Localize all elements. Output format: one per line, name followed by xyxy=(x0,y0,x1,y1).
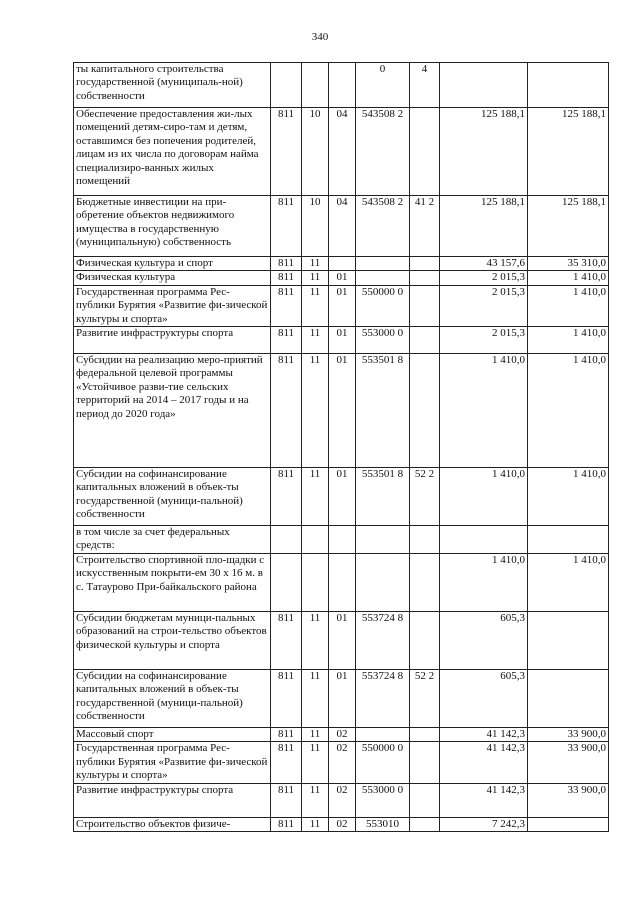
row-sum2-cell: 125 188,1 xyxy=(528,196,609,257)
row-pr-cell: 04 xyxy=(329,196,356,257)
table-row xyxy=(74,783,609,817)
row-rz-cell: 10 xyxy=(302,196,329,257)
table-row xyxy=(74,257,609,271)
row-pr-cell: 04 xyxy=(329,108,356,196)
row-gr-cell xyxy=(271,554,302,612)
row-name-cell: ты капитального строительства государственной (муниципаль-ной) собственности xyxy=(74,63,271,108)
row-gr-cell xyxy=(271,63,302,108)
row-vr-cell xyxy=(410,526,440,554)
row-vr-cell xyxy=(410,742,440,783)
budget-table xyxy=(73,62,609,832)
table-row xyxy=(74,817,609,831)
row-csr-cell xyxy=(356,526,410,554)
row-gr-cell: 811 xyxy=(271,108,302,196)
row-pr-cell: 02 xyxy=(329,728,356,742)
row-sum1-cell: 125 188,1 xyxy=(440,196,528,257)
row-csr-cell: 553724 8 xyxy=(356,670,410,728)
row-sum2-cell: 1 410,0 xyxy=(528,271,609,285)
row-vr-cell xyxy=(410,612,440,670)
row-csr-cell: 553000 0 xyxy=(356,783,410,817)
table-row xyxy=(74,108,609,196)
row-vr-cell xyxy=(410,554,440,612)
row-name-cell: Развитие инфраструктуры спорта xyxy=(74,783,271,817)
table-row xyxy=(74,670,609,728)
row-gr-cell: 811 xyxy=(271,742,302,783)
row-sum2-cell: 1 410,0 xyxy=(528,285,609,326)
row-name-cell: в том числе за счет федеральных средств: xyxy=(74,526,271,554)
row-sum2-cell: 1 410,0 xyxy=(528,554,609,612)
row-vr-cell: 52 2 xyxy=(410,468,440,526)
row-sum2-cell: 33 900,0 xyxy=(528,783,609,817)
row-rz-cell: 11 xyxy=(302,728,329,742)
row-sum2-cell: 1 410,0 xyxy=(528,327,609,354)
row-csr-cell: 553501 8 xyxy=(356,468,410,526)
table-row xyxy=(74,554,609,612)
row-csr-cell: 550000 0 xyxy=(356,285,410,326)
row-sum2-cell: 1 410,0 xyxy=(528,468,609,526)
row-sum2-cell xyxy=(528,670,609,728)
row-name-cell: Субсидии на реализацию меро-приятий федеральной целевой программы «Устойчивое разви-тие сельских территорий на 2014 – 2017 годы и на период до 2020 года» xyxy=(74,354,271,468)
row-rz-cell xyxy=(302,554,329,612)
row-gr-cell: 811 xyxy=(271,196,302,257)
row-pr-cell: 01 xyxy=(329,354,356,468)
row-gr-cell: 811 xyxy=(271,271,302,285)
row-sum1-cell: 125 188,1 xyxy=(440,108,528,196)
row-vr-cell xyxy=(410,257,440,271)
row-rz-cell: 11 xyxy=(302,327,329,354)
row-csr-cell: 543508 2 xyxy=(356,196,410,257)
row-vr-cell xyxy=(410,728,440,742)
row-sum1-cell: 2 015,3 xyxy=(440,285,528,326)
row-vr-cell: 4 xyxy=(410,63,440,108)
row-gr-cell: 811 xyxy=(271,728,302,742)
row-sum1-cell: 43 157,6 xyxy=(440,257,528,271)
row-vr-cell xyxy=(410,817,440,831)
row-sum1-cell: 605,3 xyxy=(440,612,528,670)
row-sum1-cell: 41 142,3 xyxy=(440,783,528,817)
page-number: 340 xyxy=(311,31,329,43)
row-vr-cell xyxy=(410,327,440,354)
row-csr-cell xyxy=(356,728,410,742)
row-csr-cell: 543508 2 xyxy=(356,108,410,196)
table-row xyxy=(74,354,609,468)
table-row xyxy=(74,63,609,108)
row-sum1-cell: 7 242,3 xyxy=(440,817,528,831)
row-vr-cell xyxy=(410,285,440,326)
row-sum2-cell xyxy=(528,526,609,554)
row-rz-cell: 11 xyxy=(302,257,329,271)
row-sum1-cell: 2 015,3 xyxy=(440,271,528,285)
row-pr-cell: 01 xyxy=(329,285,356,326)
row-name-cell: Физическая культура xyxy=(74,271,271,285)
row-sum1-cell xyxy=(440,526,528,554)
row-csr-cell: 553000 0 xyxy=(356,327,410,354)
row-sum2-cell: 35 310,0 xyxy=(528,257,609,271)
row-csr-cell xyxy=(356,554,410,612)
row-gr-cell: 811 xyxy=(271,257,302,271)
row-sum2-cell xyxy=(528,63,609,108)
row-rz-cell: 11 xyxy=(302,271,329,285)
row-rz-cell: 11 xyxy=(302,354,329,468)
row-pr-cell xyxy=(329,554,356,612)
row-gr-cell: 811 xyxy=(271,354,302,468)
row-sum2-cell: 33 900,0 xyxy=(528,742,609,783)
row-sum2-cell: 33 900,0 xyxy=(528,728,609,742)
row-pr-cell: 02 xyxy=(329,817,356,831)
row-name-cell: Обеспечение предоставления жи-лых помещений детям-сиро-там и детям, оставшимся без попечения родителей, лицам из их числа по договорам найма специализиро-ванных жилых помещений xyxy=(74,108,271,196)
table-row xyxy=(74,526,609,554)
row-vr-cell xyxy=(410,271,440,285)
row-rz-cell: 11 xyxy=(302,670,329,728)
row-rz-cell: 10 xyxy=(302,108,329,196)
row-sum1-cell xyxy=(440,63,528,108)
row-name-cell: Физическая культура и спорт xyxy=(74,257,271,271)
row-pr-cell: 01 xyxy=(329,468,356,526)
row-pr-cell: 01 xyxy=(329,670,356,728)
row-name-cell: Строительство объектов физиче- xyxy=(74,817,271,831)
row-sum2-cell xyxy=(528,817,609,831)
row-sum1-cell: 41 142,3 xyxy=(440,728,528,742)
row-csr-cell: 550000 0 xyxy=(356,742,410,783)
table-row xyxy=(74,196,609,257)
row-name-cell: Государственная программа Рес-публики Бурятия «Развитие фи-зической культуры и спорта» xyxy=(74,285,271,326)
row-gr-cell: 811 xyxy=(271,285,302,326)
table-row xyxy=(74,285,609,326)
row-name-cell: Развитие инфраструктуры спорта xyxy=(74,327,271,354)
row-rz-cell: 11 xyxy=(302,468,329,526)
row-vr-cell xyxy=(410,108,440,196)
row-sum1-cell: 1 410,0 xyxy=(440,554,528,612)
row-pr-cell xyxy=(329,526,356,554)
row-pr-cell: 01 xyxy=(329,327,356,354)
row-pr-cell: 01 xyxy=(329,612,356,670)
row-name-cell: Массовый спорт xyxy=(74,728,271,742)
row-vr-cell: 52 2 xyxy=(410,670,440,728)
row-gr-cell: 811 xyxy=(271,468,302,526)
table-body xyxy=(74,63,609,832)
row-vr-cell xyxy=(410,783,440,817)
row-pr-cell xyxy=(329,63,356,108)
row-name-cell: Строительство спортивной пло-щадки с искусственным покрыти-ем 30 х 16 м. в с. Татаурово При-байкальского района xyxy=(74,554,271,612)
table-row xyxy=(74,612,609,670)
row-name-cell: Субсидии на софинансирование капитальных вложений в объек-ты государственной (муници-пальной) собственности xyxy=(74,670,271,728)
row-sum2-cell: 1 410,0 xyxy=(528,354,609,468)
row-gr-cell: 811 xyxy=(271,817,302,831)
row-vr-cell xyxy=(410,354,440,468)
row-gr-cell: 811 xyxy=(271,783,302,817)
row-sum2-cell xyxy=(528,612,609,670)
row-gr-cell: 811 xyxy=(271,670,302,728)
row-rz-cell: 11 xyxy=(302,285,329,326)
row-rz-cell: 11 xyxy=(302,612,329,670)
row-pr-cell: 01 xyxy=(329,271,356,285)
row-sum1-cell: 605,3 xyxy=(440,670,528,728)
row-pr-cell xyxy=(329,257,356,271)
row-csr-cell xyxy=(356,257,410,271)
row-pr-cell: 02 xyxy=(329,742,356,783)
row-name-cell: Субсидии бюджетам муници-пальных образований на строи-тельство объектов физической культуры и спорта xyxy=(74,612,271,670)
row-gr-cell xyxy=(271,526,302,554)
table-row xyxy=(74,728,609,742)
row-gr-cell: 811 xyxy=(271,612,302,670)
table-row xyxy=(74,271,609,285)
row-rz-cell xyxy=(302,526,329,554)
row-rz-cell: 11 xyxy=(302,783,329,817)
row-rz-cell: 11 xyxy=(302,742,329,783)
row-name-cell: Субсидии на софинансирование капитальных вложений в объек-ты государственной (муници-пальной) собственности xyxy=(74,468,271,526)
row-csr-cell: 0 xyxy=(356,63,410,108)
row-sum1-cell: 1 410,0 xyxy=(440,354,528,468)
table-row xyxy=(74,468,609,526)
table-row xyxy=(74,742,609,783)
row-sum1-cell: 41 142,3 xyxy=(440,742,528,783)
table-row xyxy=(74,327,609,354)
row-sum1-cell: 1 410,0 xyxy=(440,468,528,526)
row-vr-cell: 41 2 xyxy=(410,196,440,257)
row-rz-cell: 11 xyxy=(302,817,329,831)
row-csr-cell: 553501 8 xyxy=(356,354,410,468)
row-pr-cell: 02 xyxy=(329,783,356,817)
row-csr-cell xyxy=(356,271,410,285)
row-sum1-cell: 2 015,3 xyxy=(440,327,528,354)
row-rz-cell xyxy=(302,63,329,108)
row-name-cell: Бюджетные инвестиции на при-обретение объектов недвижимого имущества в государственную (муниципальную) собственность xyxy=(74,196,271,257)
row-sum2-cell: 125 188,1 xyxy=(528,108,609,196)
row-name-cell: Государственная программа Рес-публики Бурятия «Развитие фи-зической культуры и спорта» xyxy=(74,742,271,783)
row-csr-cell: 553724 8 xyxy=(356,612,410,670)
row-csr-cell: 553010 xyxy=(356,817,410,831)
row-gr-cell: 811 xyxy=(271,327,302,354)
